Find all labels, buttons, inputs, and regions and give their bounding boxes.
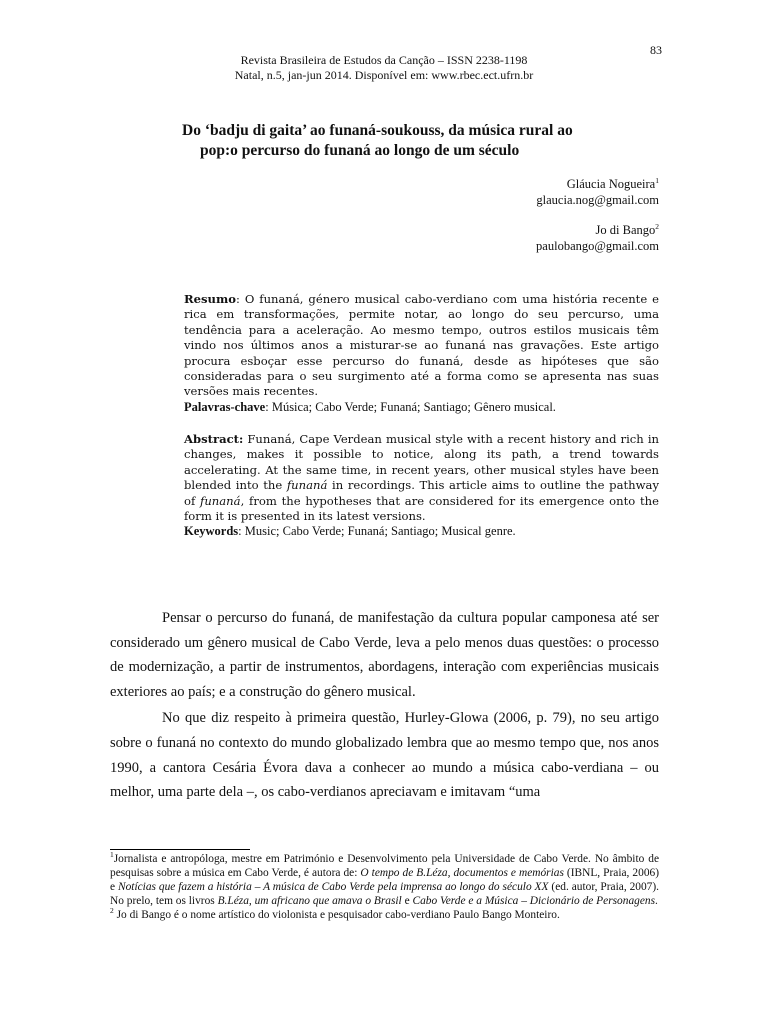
article-title <box>182 121 662 161</box>
footnotes <box>110 852 659 922</box>
footnote-divider <box>110 849 250 850</box>
journal-header-line2: Natal, n.5, jan-jun 2014. Disponível em: www.rbec.ect.ufrn.br <box>234 68 534 82</box>
abstract-section <box>184 432 659 539</box>
journal-header <box>110 53 658 83</box>
resumo-text: Resumo: O funaná, género musical cabo-verdiano com uma história recente e rica em transformações, permite notar, ao longo do seu percurso, uma tendência para a aceleração. Ao mesmo tempo, outros estilos musicais têm vindo nos últimos anos a misturar-se ao funaná nas gravações. Este artigo procura esboçar esse percurso do funaná, desde as hipóteses que são consideradas para o seu surgimento até a forma como se apresenta nas suas versões mais recentes. <box>184 292 659 399</box>
resumo-label: Resumo <box>184 292 236 306</box>
page-number: 83 <box>650 43 662 57</box>
footnote-ref: 2 <box>655 221 659 231</box>
abstract-label: Abstract: <box>184 432 244 446</box>
footnote-2: $^2$ Jo di Bango é o nome artístico do violonista e pesquisador cabo-verdiano Paulo Bango Monteiro. <box>110 906 560 921</box>
article-title-line1: Do ‘badju di gaita’ ao funaná-soukouss, da música rural ao <box>182 122 573 139</box>
author-name: Jo di Bango <box>595 223 656 237</box>
author-email: paulobango@gmail.com <box>536 239 659 253</box>
author-email: glaucia.nog@gmail.com <box>536 193 659 207</box>
article-title-line2: pop:o percurso do funaná ao longo de um século <box>200 142 520 159</box>
footnote-ref: 1 <box>655 175 659 185</box>
resumo-section <box>184 292 659 415</box>
abstract-text: Abstract: Funaná, Cape Verdean musical style with a recent history and rich in changes, makes it possible to notice, along its path, a trend towards accelerating. At the same time, in recent years, other musical styles have been blended into the funaná in recordings. This article aims to outline the pathway of funaná, from the hypotheses that are considered for its emergence onto the form it is presented in its latest versions. <box>184 432 659 524</box>
body-paragraph-1: Pensar o percurso do funaná, de manifestação da cultura popular camponesa até ser considerado um gênero musical de Cabo Verde, leva a pelo menos duas questões: o processo de modernização, a partir de instrumentos, abordagens, interação com experiências musicais exteriores ao país; e a construção do gênero musical. <box>110 610 659 700</box>
palavras-chave-label: Palavras-chave <box>184 399 266 414</box>
author-2 <box>536 222 659 254</box>
body-paragraph-2: No que diz respeito à primeira questão, Hurley-Glowa (2006, p. 79), no seu artigo sobre o funaná no contexto do mundo globalizado lembra que ao mesmo tempo que, nos anos 1990, a cantora Cesária Évora dava a conhecer ao mundo a música cabo-verdiana – ou melhor, uma parte dela –, os cabo-verdianos apreciavam e imitavam “uma <box>110 710 659 801</box>
body-text <box>110 606 659 807</box>
author-1 <box>536 176 659 208</box>
keywords: Keywords: Music; Cabo Verde; Funaná; Santiago; Musical genre. <box>184 524 516 539</box>
footnote-1: $^1$Jornalista e antropóloga, mestre em Património e Desenvolvimento pela Universidade de Cabo Verde. No âmbito de pesquisas sobre a música em Cabo Verde, é autora de: O tempo de B.Léza, documentos e memórias (IBNL, Praia, 2006) e Notícias que fazem a história – A música de Cabo Verde pela imprensa ao longo do século XX (ed. autor, Praia, 2007). No prelo, tem os livros B.Léza, um africano que amava o Brasil e Cabo Verde e a Música – Dicionário de Personagens. <box>110 850 660 907</box>
journal-header-line1: Revista Brasileira de Estudos da Canção – ISSN 2238-1198 <box>240 53 528 67</box>
palavras-chave: Palavras-chave: Música; Cabo Verde; Funaná; Santiago; Gênero musical. <box>184 399 556 414</box>
author-name: Gláucia Nogueira <box>566 177 656 191</box>
authors <box>536 176 659 268</box>
keywords-label: Keywords <box>184 524 239 539</box>
